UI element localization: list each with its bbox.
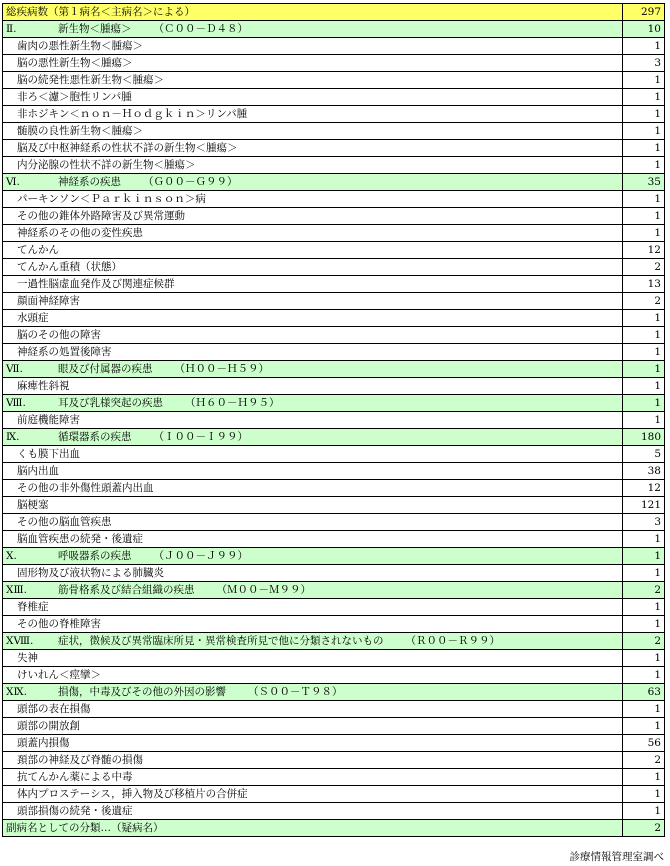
disease-name: 麻痺性斜視 [3, 378, 623, 395]
case-count: 1 [623, 106, 665, 123]
chapter-code: ⅩⅧ. [6, 635, 34, 647]
case-count: 1 [623, 89, 665, 106]
disease-name: その他の非外傷性頭蓋内出血 [3, 480, 623, 497]
chapter-code: ⅩⅨ. [6, 686, 27, 698]
table-row [3, 123, 665, 140]
chapter-heading [3, 429, 623, 446]
table-row [3, 480, 665, 497]
case-count: 56 [623, 735, 665, 752]
case-count: 1 [623, 412, 665, 429]
table-row [3, 259, 665, 276]
chapter-heading [3, 633, 623, 650]
case-count: 1 [623, 38, 665, 55]
case-count: 1 [623, 650, 665, 667]
table-row [3, 225, 665, 242]
case-count: 1 [623, 701, 665, 718]
chapter-title: 新生物＜腫瘍＞ [58, 23, 132, 35]
case-count: 1 [623, 310, 665, 327]
chapter-title: 筋骨格系及び結合組織の疾患 [58, 584, 195, 596]
table-row [3, 140, 665, 157]
chapter-total: 1 [623, 548, 665, 565]
disease-name: 前庭機能障害 [3, 412, 623, 429]
disease-name: 脳のその他の障害 [3, 327, 623, 344]
table-row [3, 531, 665, 548]
chapter-code-range: （Ｉ００－Ｉ９９） [153, 431, 248, 443]
disease-name: 脳及び中枢神経系の性状不詳の新生物＜腫瘍＞ [3, 140, 623, 157]
chapter-code-range: （Ｈ６０－Ｈ９５） [185, 397, 280, 409]
total-value: 297 [623, 4, 665, 21]
chapter-row [3, 429, 665, 446]
disease-name: 脳梗塞 [3, 497, 623, 514]
disease-name: てんかん [3, 242, 623, 259]
disease-name: 非ろ＜濾＞胞性リンパ腫 [3, 89, 623, 106]
table-row [3, 650, 665, 667]
table-row [3, 310, 665, 327]
case-count: 38 [623, 463, 665, 480]
secondary-diagnosis-value: 2 [623, 820, 665, 837]
chapter-code: ⅩⅢ. [6, 584, 27, 596]
case-count: 13 [623, 276, 665, 293]
disease-name: 脳内出血 [3, 463, 623, 480]
table-row [3, 565, 665, 582]
disease-name: 神経系のその他の変性疾患 [3, 225, 623, 242]
chapter-code-range: （Ｊ００－Ｊ９９） [153, 550, 248, 562]
case-count: 1 [623, 616, 665, 633]
disease-name: 頭部の表在損傷 [3, 701, 623, 718]
table-row [3, 497, 665, 514]
disease-name: 内分泌腺の性状不詳の新生物＜腫瘍＞ [3, 157, 623, 174]
table-row [3, 616, 665, 633]
case-count: 1 [623, 718, 665, 735]
chapter-heading [3, 395, 623, 412]
chapter-total: 1 [623, 361, 665, 378]
disease-name: 抗てんかん薬による中毒 [3, 769, 623, 786]
chapter-row [3, 361, 665, 378]
chapter-heading [3, 582, 623, 599]
case-count: 1 [623, 344, 665, 361]
table-row [3, 242, 665, 259]
disease-name: 脊椎症 [3, 599, 623, 616]
table-row [3, 718, 665, 735]
table-row [3, 55, 665, 72]
chapter-total: 180 [623, 429, 665, 446]
chapter-total: 1 [623, 395, 665, 412]
table-row [3, 191, 665, 208]
case-count: 1 [623, 157, 665, 174]
case-count: 1 [623, 378, 665, 395]
chapter-total: 10 [623, 21, 665, 38]
table-row [3, 514, 665, 531]
table-row [3, 106, 665, 123]
total-label: 総疾病数（第１病名＜主病名＞による） [3, 4, 623, 21]
case-count: 2 [623, 293, 665, 310]
chapter-row [3, 582, 665, 599]
table-row [3, 752, 665, 769]
table-row [3, 327, 665, 344]
chapter-total: 35 [623, 174, 665, 191]
chapter-total: 2 [623, 633, 665, 650]
chapter-heading [3, 21, 623, 38]
case-count: 1 [623, 327, 665, 344]
chapter-code-range: （Ｇ００－Ｇ９９） [143, 176, 238, 188]
case-count: 1 [623, 565, 665, 582]
table-row [3, 378, 665, 395]
chapter-code: Ⅵ. [6, 176, 20, 188]
chapter-title: 耳及び乳様突起の疾患 [58, 397, 163, 409]
chapter-row [3, 684, 665, 701]
chapter-code: Ⅱ. [6, 23, 17, 35]
case-count: 1 [623, 191, 665, 208]
table-row [3, 803, 665, 820]
disease-name: 脳血管疾患の続発・後遺症 [3, 531, 623, 548]
chapter-heading [3, 174, 623, 191]
chapter-row [3, 174, 665, 191]
disease-name: 非ホジキン＜ｎｏｎ－Ｈｏｄｇｋｉｎ＞リンパ腫 [3, 106, 623, 123]
secondary-diagnosis-row [3, 820, 665, 837]
case-count: 1 [623, 225, 665, 242]
table-row [3, 667, 665, 684]
table-row [3, 786, 665, 803]
table-row [3, 344, 665, 361]
chapter-row [3, 633, 665, 650]
chapter-title: 呼吸器系の疾患 [58, 550, 132, 562]
chapter-code: Ⅸ. [6, 431, 20, 443]
disease-name: 失神 [3, 650, 623, 667]
source-note: 診療情報管理室調べ [569, 851, 664, 863]
disease-name: てんかん重積（状態） [3, 259, 623, 276]
table-row [3, 769, 665, 786]
case-count: 1 [623, 531, 665, 548]
table-row [3, 463, 665, 480]
chapter-row [3, 395, 665, 412]
chapter-code: Ⅷ. [6, 397, 26, 409]
chapter-heading [3, 548, 623, 565]
chapter-code-range: （Ｍ００－Ｍ９９） [216, 584, 311, 596]
disease-name: くも膜下出血 [3, 446, 623, 463]
chapter-heading [3, 361, 623, 378]
disease-name: 固形物及び液状物による肺臓炎 [3, 565, 623, 582]
disease-name: その他の脊椎障害 [3, 616, 623, 633]
chapter-code: Ⅹ. [6, 550, 17, 562]
secondary-diagnosis-label: 副病名としての分類…（疑病名） [3, 820, 623, 837]
case-count: 2 [623, 752, 665, 769]
table-row [3, 735, 665, 752]
chapter-total: 2 [623, 582, 665, 599]
case-count: 1 [623, 803, 665, 820]
chapter-title: 眼及び付属器の疾患 [58, 363, 153, 375]
table-row [3, 157, 665, 174]
chapter-title: 症状，徴候及び異常臨床所見・異常検査所見で他に分類されないもの [58, 635, 384, 647]
case-count: 1 [623, 667, 665, 684]
case-count: 12 [623, 242, 665, 259]
case-count: 1 [623, 769, 665, 786]
chapter-code-range: （Ｈ００－Ｈ５９） [174, 363, 269, 375]
chapter-title: 神経系の疾患 [58, 176, 121, 188]
table-row [3, 38, 665, 55]
table-row [3, 293, 665, 310]
case-count: 1 [623, 599, 665, 616]
disease-name: その他の錐体外路障害及び異常運動 [3, 208, 623, 225]
disease-name: 神経系の処置後障害 [3, 344, 623, 361]
disease-name: 一過性脳虚血発作及び関連症候群 [3, 276, 623, 293]
chapter-row [3, 548, 665, 565]
table-row [3, 701, 665, 718]
table-row [3, 446, 665, 463]
case-count: 2 [623, 259, 665, 276]
chapter-title: 損傷，中毒及びその他の外因の影響 [58, 686, 226, 698]
case-count: 1 [623, 123, 665, 140]
case-count: 1 [623, 786, 665, 803]
chapter-heading [3, 684, 623, 701]
table-row [3, 208, 665, 225]
disease-name: 髄膜の良性新生物＜腫瘍＞ [3, 123, 623, 140]
chapter-code: Ⅶ. [6, 363, 23, 375]
case-count: 1 [623, 208, 665, 225]
table-row [3, 72, 665, 89]
chapter-code-range: （Ｒ００－Ｒ９９） [405, 635, 500, 647]
disease-name: 脳の悪性新生物＜腫瘍＞ [3, 55, 623, 72]
chapter-total: 63 [623, 684, 665, 701]
case-count: 1 [623, 72, 665, 89]
disease-name: けいれん＜痙攣＞ [3, 667, 623, 684]
chapter-title: 循環器系の疾患 [58, 431, 132, 443]
chapter-code-range: （Ｓ００－Ｔ９８） [248, 686, 343, 698]
disease-name: 体内プロステーシス，挿入物及び移植片の合併症 [3, 786, 623, 803]
disease-name: 脳の続発性悪性新生物＜腫瘍＞ [3, 72, 623, 89]
disease-name: 頚部の神経及び脊髄の損傷 [3, 752, 623, 769]
table-row [3, 89, 665, 106]
case-count: 5 [623, 446, 665, 463]
total-row [3, 4, 665, 21]
case-count: 1 [623, 140, 665, 157]
disease-name: 頭蓋内損傷 [3, 735, 623, 752]
chapter-code-range: （Ｃ００－Ｄ４８） [153, 23, 248, 35]
case-count: 3 [623, 514, 665, 531]
disease-name: その他の脳血管疾患 [3, 514, 623, 531]
disease-name: 顔面神経障害 [3, 293, 623, 310]
table-body [3, 4, 665, 837]
disease-name: 歯肉の悪性新生物＜腫瘍＞ [3, 38, 623, 55]
chapter-row [3, 21, 665, 38]
disease-name: 水頭症 [3, 310, 623, 327]
table-row [3, 412, 665, 429]
disease-name: 頭部の開放創 [3, 718, 623, 735]
case-count: 12 [623, 480, 665, 497]
disease-statistics-table [2, 3, 665, 837]
case-count: 121 [623, 497, 665, 514]
disease-name: 頭部損傷の続発・後遺症 [3, 803, 623, 820]
table-row [3, 276, 665, 293]
disease-name: パーキンソン＜Ｐａｒｋｉｎｓｏｎ＞病 [3, 191, 623, 208]
case-count: 3 [623, 55, 665, 72]
table-row [3, 599, 665, 616]
